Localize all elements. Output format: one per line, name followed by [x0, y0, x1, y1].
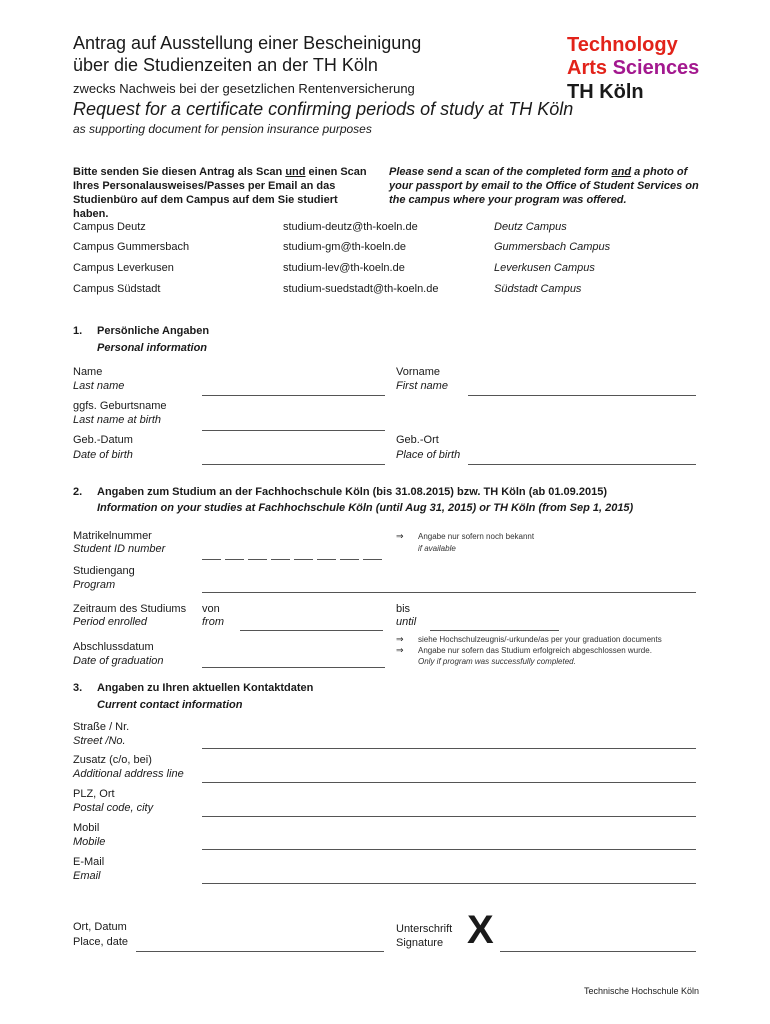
label-extra: Zusatz (c/o, bei)	[73, 754, 152, 766]
campus-en: Südstadt Campus	[494, 283, 582, 295]
campus-en: Gummersbach Campus	[494, 241, 611, 253]
grad-note-1: siehe Hochschulzeugnis/-urkunde/as per your graduation documents	[418, 635, 662, 644]
label-plz-en: Postal code, city	[73, 802, 154, 814]
period-until-field[interactable]	[430, 630, 559, 631]
place-date-field[interactable]	[136, 951, 384, 952]
arrow-right-icon: ⇒	[396, 634, 404, 644]
arrow-right-icon: ⇒	[396, 531, 404, 541]
campus-email[interactable]: studium-lev@th-koeln.de	[283, 262, 405, 274]
label-pob-en: Place of birth	[396, 449, 461, 461]
title-en: Request for a certificate confirming periods of study at TH Köln	[73, 99, 574, 119]
label-birthname: ggfs. Geburtsname	[73, 400, 167, 412]
label-period: Zeitraum des Studiums	[73, 603, 187, 615]
section1-title-en: Personal information	[97, 342, 208, 354]
label-signature: Unterschrift	[396, 923, 453, 935]
section1-title-de: Persönliche Angaben	[97, 325, 210, 337]
subtitle-de: zwecks Nachweis bei der gesetzlichen Rentenversicherung	[73, 81, 415, 96]
mobile-field[interactable]	[202, 849, 696, 850]
label-bis: bis	[396, 603, 411, 615]
label-von: von	[202, 603, 220, 615]
label-place-date: Ort, Datum	[73, 921, 127, 933]
instructions-en: Please send a scan of the completed form and a photo of your passport by email to the Office of Student Services on the campus where your program was offered.	[389, 166, 699, 206]
place-of-birth-field[interactable]	[468, 464, 696, 465]
label-matrikel: Matrikelnummer	[73, 530, 152, 542]
section3-number: 3.	[73, 682, 83, 694]
period-from-field[interactable]	[240, 630, 383, 631]
matrikel-note-en: if available	[418, 544, 456, 553]
label-dob-en: Date of birth	[73, 449, 133, 461]
section2-number: 2.	[73, 486, 83, 498]
label-place-date-en: Place, date	[73, 936, 129, 948]
campus-name: Campus Deutz	[73, 221, 146, 233]
label-name: Name	[73, 366, 103, 378]
signature-field[interactable]	[500, 951, 696, 952]
title-de-line2: über die Studienzeiten an der TH Köln	[73, 55, 378, 75]
label-graduation-en: Date of graduation	[73, 655, 164, 667]
birth-name-field[interactable]	[202, 430, 385, 431]
label-pob: Geb.-Ort	[396, 434, 439, 446]
label-program: Studiengang	[73, 565, 135, 577]
campus-email[interactable]: studium-suedstadt@th-koeln.de	[283, 283, 439, 295]
section1-number: 1.	[73, 325, 83, 337]
date-of-birth-field[interactable]	[202, 464, 385, 465]
instructions-de: Bitte senden Sie diesen Antrag als Scan und einen Scan Ihres Personalausweises/Passes per Email an das Studienbüro auf dem Campus auf dem Sie studiert haben.	[73, 166, 367, 220]
label-von-en: from	[202, 616, 224, 628]
campus-name: Campus Leverkusen	[73, 262, 174, 274]
first-name-field[interactable]	[468, 395, 696, 396]
footer-text: Technische Hochschule Köln	[584, 986, 700, 996]
label-birthname-en: Last name at birth	[73, 414, 162, 426]
label-graduation: Abschlussdatum	[73, 641, 154, 653]
campus-email[interactable]: studium-deutz@th-koeln.de	[283, 221, 418, 233]
label-street: Straße / Nr.	[73, 721, 130, 733]
title-de-line1: Antrag auf Ausstellung einer Bescheinigung	[73, 33, 422, 53]
section2-title-de: Angaben zum Studium an der Fachhochschule Köln (bis 31.08.2015) bzw. TH Köln (ab 01.09.2015)	[97, 486, 607, 498]
label-period-en: Period enrolled	[73, 616, 147, 628]
label-vorname: Vorname	[396, 366, 441, 378]
campus-en: Deutz Campus	[494, 221, 567, 233]
label-extra-en: Additional address line	[73, 768, 184, 780]
email-field[interactable]	[202, 883, 696, 884]
campus-email[interactable]: studium-gm@th-koeln.de	[283, 241, 407, 253]
label-mobile-en: Mobile	[73, 836, 106, 848]
label-dob: Geb.-Datum	[73, 434, 133, 446]
street-field[interactable]	[202, 748, 696, 749]
signature-x-mark: X	[467, 908, 494, 952]
label-matrikel-en: Student ID number	[73, 543, 166, 555]
label-signature-en: Signature	[396, 937, 444, 949]
logo-arts-sciences: Arts Sciences	[567, 57, 700, 79]
address-extra-field[interactable]	[202, 782, 696, 783]
label-vorname-en: First name	[396, 380, 448, 392]
section3-title-en: Current contact information	[97, 699, 243, 711]
arrow-right-icon: ⇒	[396, 645, 404, 655]
grad-note-2: Angabe nur sofern das Studium erfolgreich abgeschlossen wurde.	[418, 646, 652, 655]
section2-title-en: Information on your studies at Fachhochschule Köln (until Aug 31, 2015) or TH Köln (from Sep 1, 2015)	[97, 502, 634, 514]
program-field[interactable]	[202, 592, 696, 593]
section3-title-de: Angaben zu Ihren aktuellen Kontaktdaten	[97, 682, 314, 694]
campus-name: Campus Gummersbach	[73, 241, 190, 253]
postal-city-field[interactable]	[202, 816, 696, 817]
label-plz: PLZ, Ort	[73, 788, 115, 800]
label-name-en: Last name	[73, 380, 125, 392]
campus-en: Leverkusen Campus	[494, 262, 595, 274]
label-program-en: Program	[73, 579, 116, 591]
last-name-field[interactable]	[202, 395, 385, 396]
grad-note-3: Only if program was successfully completed.	[418, 657, 576, 666]
student-id-field[interactable]	[202, 547, 382, 565]
graduation-date-field[interactable]	[202, 667, 385, 668]
label-bis-en: until	[396, 616, 417, 628]
label-mobile: Mobil	[73, 822, 100, 834]
logo-technology: Technology	[567, 34, 678, 56]
subtitle-en: as supporting document for pension insurance purposes	[73, 122, 372, 136]
campus-name: Campus Südstadt	[73, 283, 161, 295]
label-email: E-Mail	[73, 856, 105, 868]
label-street-en: Street /No.	[73, 735, 126, 747]
logo-th-koeln: TH Köln	[567, 81, 644, 103]
matrikel-note-de: Angabe nur sofern noch bekannt	[418, 532, 535, 541]
label-email-en: Email	[73, 870, 101, 882]
